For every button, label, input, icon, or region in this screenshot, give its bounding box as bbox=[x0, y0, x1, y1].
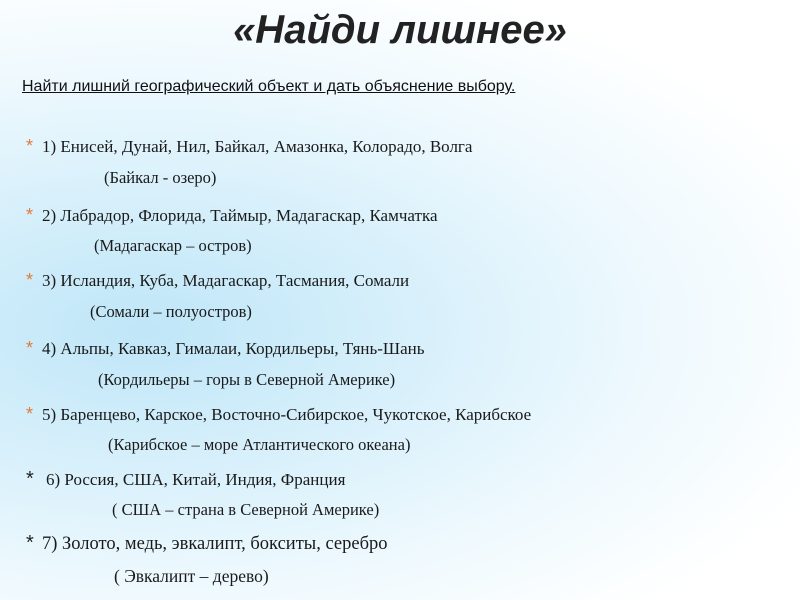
question-text: 5) Баренцево, Карское, Восточно-Сибирское, Чукотское, Карибское bbox=[42, 405, 532, 424]
question-text: 7) Золото, медь, эвкалипт, бокситы, серебро bbox=[42, 534, 388, 554]
answer-text: ( Эвкалипт – дерево) bbox=[114, 566, 269, 586]
list-item-6 bbox=[26, 468, 345, 491]
bullet-icon: * bbox=[26, 136, 34, 156]
bullet-icon: * bbox=[26, 205, 34, 225]
list-item-3 bbox=[26, 270, 409, 291]
list-item-1 bbox=[26, 136, 472, 157]
bullet-icon: * bbox=[26, 532, 34, 554]
slide-title: «Найди лишнее» bbox=[233, 8, 567, 52]
task-instruction: Найти лишний географический объект и дать объяснение выбору. bbox=[22, 78, 516, 95]
question-text: 4) Альпы, Кавказ, Гималаи, Кордильеры, Тянь-Шань bbox=[42, 339, 425, 358]
list-item-7 bbox=[26, 532, 387, 555]
answer-text: (Карибское – море Атлантического океана) bbox=[108, 435, 411, 454]
bullet-icon: * bbox=[26, 468, 34, 490]
list-item-4 bbox=[26, 338, 424, 359]
bullet-icon: * bbox=[26, 404, 34, 424]
answer-text: (Сомали – полуостров) bbox=[90, 302, 252, 321]
bullet-icon: * bbox=[26, 338, 34, 358]
question-text: 3) Исландия, Куба, Мадагаскар, Тасмания, Сомали bbox=[42, 271, 410, 290]
bullet-icon: * bbox=[26, 270, 34, 290]
answer-text: (Мадагаскар – остров) bbox=[94, 236, 252, 255]
question-text: 6) Россия, США, Китай, Индия, Франция bbox=[46, 470, 346, 489]
list-item-5 bbox=[26, 404, 531, 425]
question-text: 1) Енисей, Дунай, Нил, Байкал, Амазонка, Колорадо, Волга bbox=[42, 137, 473, 156]
list-item-2 bbox=[26, 205, 438, 226]
question-text: 2) Лабрадор, Флорида, Таймыр, Мадагаскар, Камчатка bbox=[42, 206, 438, 225]
answer-text: ( США – страна в Северной Америке) bbox=[112, 500, 380, 519]
answer-text: (Кордильеры – горы в Северной Америке) bbox=[98, 370, 396, 389]
answer-text: (Байкал - озеро) bbox=[104, 168, 217, 187]
